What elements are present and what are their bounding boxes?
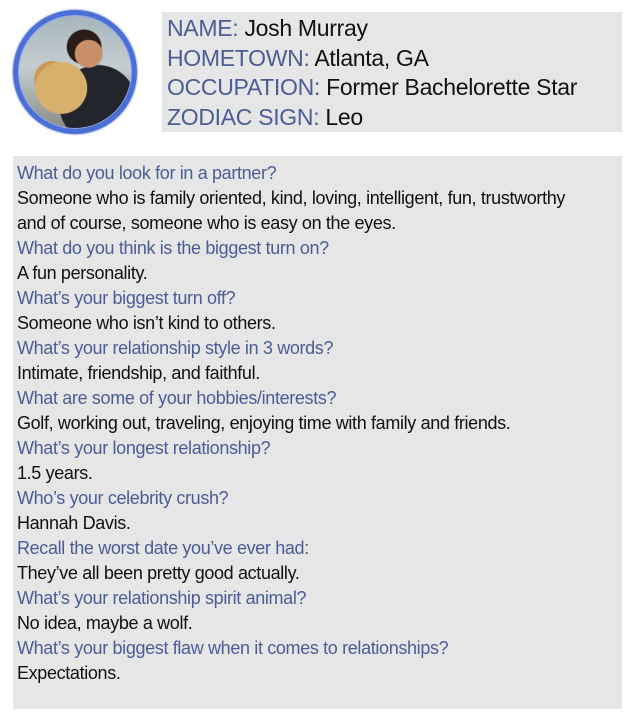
question-celebrity-crush: Who’s your celebrity crush? [17, 488, 229, 508]
answer-worst-date: They’ve all been pretty good actually. [17, 563, 300, 583]
name-value: Josh Murray [244, 15, 368, 41]
hometown-value: Atlanta, GA [314, 44, 429, 71]
zodiac-label: ZODIAC SIGN: [167, 103, 320, 130]
question-turn-off: What’s your biggest turn off? [17, 288, 236, 308]
question-relationship-style: What’s your relationship style in 3 words? [17, 338, 334, 358]
zodiac-value: Leo [325, 103, 363, 130]
answer-partner-line-1: Someone who is family oriented, kind, loving, intelligent, fun, trustworthy [17, 188, 566, 208]
name-label: NAME: [167, 15, 239, 41]
occupation-value: Former Bachelorette Star [326, 74, 578, 100]
question-partner: What do you look for in a partner? [17, 163, 277, 183]
profile-info-panel [162, 12, 622, 132]
hometown-row [167, 44, 622, 74]
qa-panel [13, 156, 622, 709]
question-longest-relationship: What’s your longest relationship? [17, 438, 271, 458]
answer-celebrity-crush: Hannah Davis. [17, 513, 131, 533]
hometown-label: HOMETOWN: [167, 44, 310, 71]
answer-spirit-animal: No idea, maybe a wolf. [17, 613, 193, 633]
answer-partner-line-2: and of course, someone who is easy on the eyes. [17, 213, 396, 233]
name-row [167, 14, 622, 44]
zodiac-row [167, 103, 622, 133]
question-hobbies: What are some of your hobbies/interests? [17, 388, 337, 408]
question-worst-date: Recall the worst date you’ve ever had: [17, 538, 309, 558]
occupation-label: OCCUPATION: [167, 74, 321, 100]
answer-biggest-flaw: Expectations. [17, 663, 121, 683]
answer-turn-on: A fun personality. [17, 263, 148, 283]
occupation-row [167, 73, 622, 103]
question-turn-on: What do you think is the biggest turn on? [17, 238, 329, 258]
answer-hobbies: Golf, working out, traveling, enjoying time with family and friends. [17, 413, 511, 433]
question-biggest-flaw: What’s your biggest flaw when it comes to relationships? [17, 638, 449, 658]
answer-longest-relationship: 1.5 years. [17, 463, 93, 483]
question-spirit-animal: What’s your relationship spirit animal? [17, 588, 307, 608]
answer-relationship-style: Intimate, friendship, and faithful. [17, 363, 260, 383]
answer-turn-off: Someone who isn’t kind to others. [17, 313, 276, 333]
profile-photo [13, 10, 137, 134]
